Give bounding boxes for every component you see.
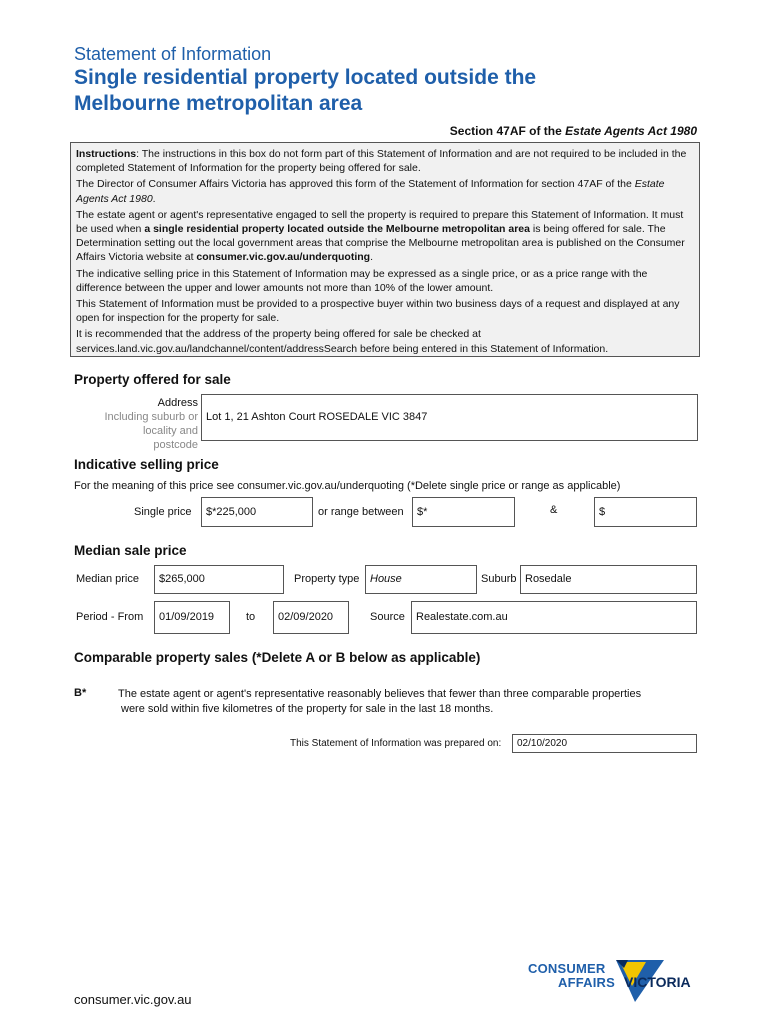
range-low-field[interactable] — [412, 497, 515, 527]
period-from-label: Period - From — [76, 611, 144, 623]
period-to-value: 02/09/2020 — [278, 611, 334, 623]
logo-line1: CONSUMER — [528, 961, 606, 976]
suburb-label: Suburb — [481, 573, 517, 585]
range-low-value: $* — [417, 506, 428, 518]
instructions-p6: It is recommended that the address of the property being offered for sale be checked at services.land.vic.gov.au/landchannel/content/addressSearch before being entered in this Statement of Information. — [76, 328, 609, 355]
median-heading: Median sale price — [74, 543, 187, 558]
range-high-field[interactable] — [594, 497, 697, 527]
instructions-p2-end: . — [152, 192, 156, 205]
address-field[interactable] — [201, 394, 698, 441]
range-high-value: $ — [599, 506, 606, 518]
period-to-label: to — [246, 611, 256, 623]
instructions-p3-b: is being offered for sale. The Determination setting out the local government areas that comprise the Melbourne metropolitan area is published on the Consumer Affairs Victoria website at — [76, 223, 685, 264]
median-price-value: $265,000 — [159, 573, 205, 585]
prepared-on-value: 02/10/2020 — [517, 738, 568, 749]
property-type-field[interactable] — [365, 565, 477, 594]
address-hint-line1: Including suburb or — [104, 411, 198, 423]
option-b-text — [118, 687, 641, 717]
document-type: Statement of Information — [74, 44, 272, 64]
source-field[interactable] — [411, 601, 697, 634]
instructions-p3-bold: a single residential property located outside the Melbourne metropolitan area — [144, 223, 530, 236]
median-price-field[interactable] — [154, 565, 284, 594]
logo-line3: VICTORIA — [624, 974, 691, 990]
section-reference — [450, 124, 697, 138]
section-act: Estate Agents Act 1980 — [565, 124, 697, 138]
prepared-on-label: This Statement of Information was prepared on: — [290, 738, 502, 749]
property-heading: Property offered for sale — [74, 372, 231, 387]
comparable-heading: Comparable property sales (*Delete A or B below as applicable) — [74, 650, 481, 665]
instructions-p3-link[interactable]: consumer.vic.gov.au/underquoting — [196, 251, 371, 264]
single-price-label: Single price — [134, 506, 192, 518]
instructions-box — [70, 142, 700, 357]
option-b-text-line2: were sold within five kilometres of the property for sale in the last 18 months. — [121, 703, 494, 715]
address-hint-line2: locality and postcode — [142, 425, 198, 451]
property-type-value: House — [370, 573, 402, 585]
period-to-field[interactable] — [273, 601, 349, 634]
instructions-p1: : The instructions in this box do not form part of this Statement of Information and are not required to be included in the completed Statement of Information for the property being offered for sale. — [76, 148, 687, 175]
section-prefix: Section 47AF of the — [449, 124, 566, 138]
option-b-text-line1: The estate agent or agent's representative reasonably believes that fewer than three comparable properties — [118, 688, 642, 700]
period-from-field[interactable] — [154, 601, 230, 634]
consumer-affairs-victoria-logo — [528, 958, 703, 1018]
median-price-label: Median price — [76, 573, 139, 585]
page-title-line1: Single residential property located outside the — [74, 66, 537, 89]
option-b-label: B* — [74, 687, 87, 699]
range-ampersand: & — [550, 504, 558, 516]
prepared-on-field[interactable] — [512, 734, 697, 753]
address-value: Lot 1, 21 Ashton Court ROSEDALE VIC 3847 — [206, 411, 428, 423]
instructions-p2-act: Estate Agents Act 1980 — [76, 178, 665, 205]
property-type-label: Property type — [294, 573, 360, 585]
logo-line2: AFFAIRS — [558, 975, 616, 990]
single-price-field[interactable] — [201, 497, 313, 527]
instructions-p3-end: . — [370, 251, 374, 264]
page-title-line2: Melbourne metropolitan area — [74, 92, 363, 115]
indicative-heading: Indicative selling price — [74, 457, 219, 472]
source-value: Realestate.com.au — [416, 611, 508, 623]
instructions-p4: The indicative selling price in this Statement of Information may be expressed as a single price, or as a price range with the difference between the upper and lower amounts not more than 10% of the lower amount. — [76, 267, 648, 294]
instructions-p5: This Statement of Information must be provided to a prospective buyer within two business days of a request and displayed at any open for inspection for the property for sale. — [76, 298, 680, 325]
source-label: Source — [370, 611, 405, 623]
suburb-value: Rosedale — [525, 573, 572, 585]
footer-url[interactable]: consumer.vic.gov.au — [74, 992, 192, 1007]
suburb-field[interactable] — [520, 565, 697, 594]
period-from-value: 01/09/2019 — [159, 611, 215, 623]
address-label-group — [100, 396, 198, 452]
instructions-label: Instructions — [76, 148, 137, 160]
indicative-note: For the meaning of this price see consumer.vic.gov.au/underquoting (*Delete single price or range as applicable) — [74, 480, 621, 492]
instructions-p3: The estate agent or agent's representative engaged to sell the property is required to prepare this Statement of Information. It must be used when — [76, 208, 684, 236]
address-label: Address — [157, 397, 198, 409]
range-label: or range between — [318, 506, 404, 518]
instructions-p2: The Director of Consumer Affairs Victoria has approved this form of the Statement of Information for section 47AF of the — [76, 178, 635, 191]
single-price-value: $*225,000 — [206, 506, 257, 518]
